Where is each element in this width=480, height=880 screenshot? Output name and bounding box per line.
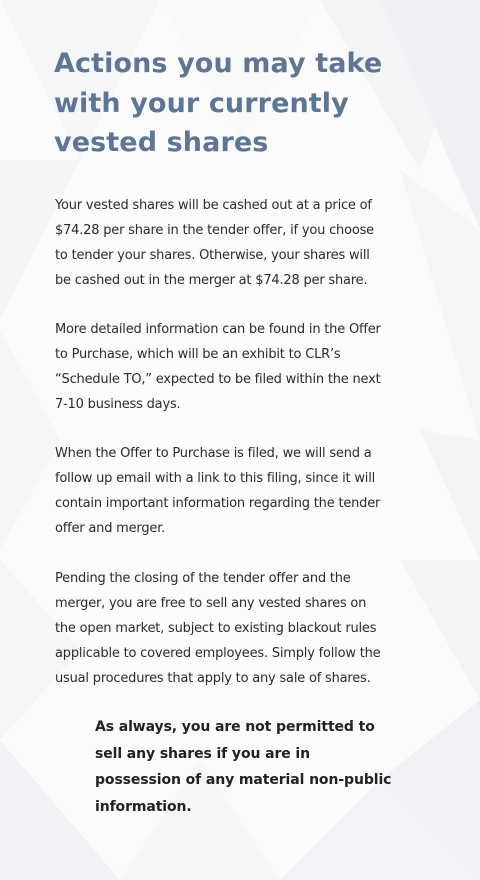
paragraph-cash-out-price: Your vested shares will be cashed out at a price of $74.28 per share in the tender offer, if you choose to tender your shares. Otherwise, your shares will be cashed out in the merger at $74.28 per share. — [55, 198, 374, 288]
page-title: Actions you may take with your currently vested shares — [54, 48, 383, 158]
insider-trading-notice: As always, you are not permitted to sell any shares if you are in possession of any material non-public information. — [95, 719, 392, 815]
paragraph-selling-shares: Pending the closing of the tender offer and the merger, you are free to sell any vested shares on the open market, subject to existing blackout rules applicable to covered employees. Simply follow the usual procedures that apply to any sale of shares. — [55, 571, 381, 686]
paragraph-offer-to-purchase: More detailed information can be found in the Offer to Purchase, which will be an exhibit to CLR’s “Schedule TO,” expected to be filed within the next 7-10 business days. — [55, 322, 381, 412]
paragraph-follow-up-email: When the Offer to Purchase is filed, we will send a follow up email with a link to this filing, since it will contain important information regarding the tender offer and merger. — [55, 446, 381, 536]
